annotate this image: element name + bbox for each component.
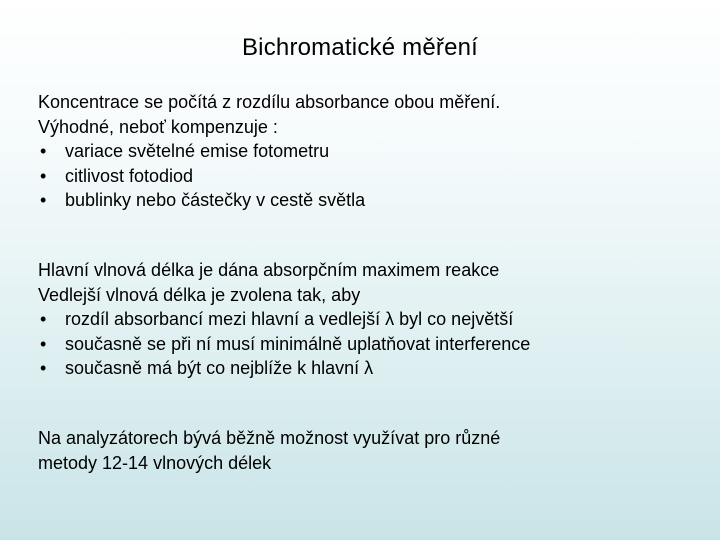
section-wavelengths [38,258,698,381]
list-item [38,307,698,332]
list-item [38,139,698,164]
list-item-text: citlivost fotodiod [65,165,194,186]
bullet-icon: • [40,309,47,329]
text-line: Vedlejší vlnová délka je zvolena tak, aby [38,284,361,305]
text-line: Hlavní vlnová délka je dána absorpčním maximem reakce [38,260,500,280]
text-line: Na analyzátorech bývá běžně možnost využívat pro různé [38,428,501,448]
slide-title: Bichromatické měření [241,34,479,61]
bullet-icon: • [40,358,47,378]
list-item-text: současně se při ní musí minimálně uplatňovat interference [65,333,531,354]
list-item [38,188,698,213]
text-line: metody 12-14 vlnových délek [38,452,272,473]
bullet-icon: • [40,333,47,354]
bullet-icon: • [40,141,47,161]
list-item-text: variace světelné emise fotometru [65,141,330,161]
text-line: Výhodné, neboť kompenzuje : [38,116,278,137]
section-analyzers [38,426,698,475]
bullet-list [38,307,698,381]
bullet-list [38,139,698,213]
list-item-text: rozdíl absorbancí mezi hlavní a vedlejší λ byl co největší [65,309,514,329]
list-item [38,356,698,381]
list-item [38,332,698,357]
list-item-text: bublinky nebo částečky v cestě světla [65,190,366,210]
bullet-icon: • [40,190,47,210]
section-compensation [38,90,698,213]
text-line: Koncentrace se počítá z rozdílu absorbance obou měření. [38,92,501,112]
list-item-text: současně má být co nejblíže k hlavní λ [65,358,374,378]
bullet-icon: • [40,165,47,186]
list-item [38,164,698,189]
